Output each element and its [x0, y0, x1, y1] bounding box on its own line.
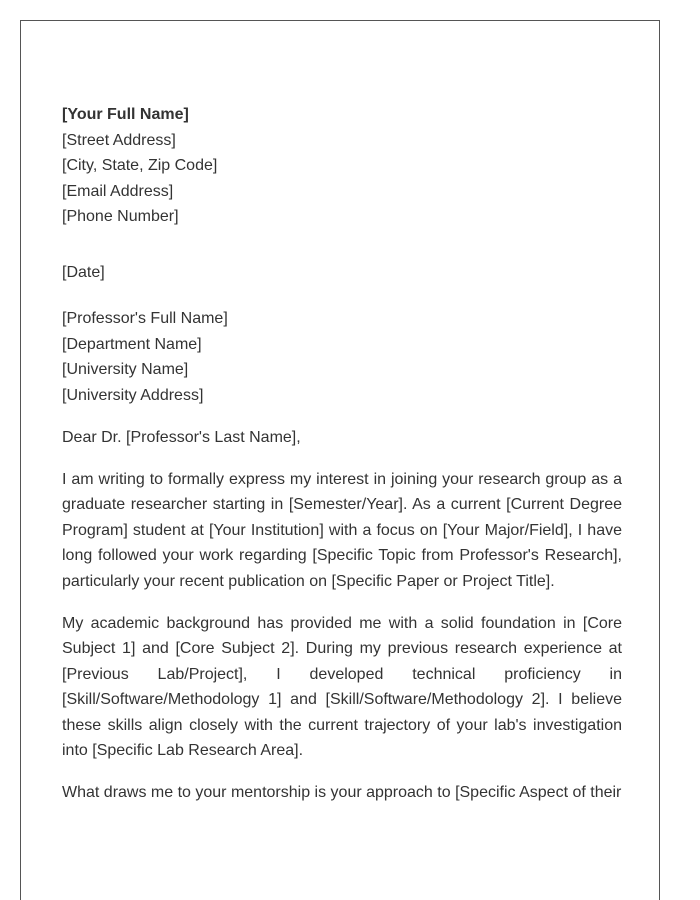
sender-email: [Email Address]	[62, 182, 174, 200]
sender-block	[62, 102, 622, 230]
paragraph-background: My academic background has provided me with a solid foundation in [Core Subject 1] and [Core Subject 2]. During my previous research experience at [Previous Lab/Project], I developed technical proficiency in [Skill/Software/Methodology 1] and [Skill/Software/Methodology 2]. I believe these skills align closely with the current trajectory of your lab's investigation into [Specific Lab Research Area].	[62, 614, 622, 759]
recipient-address: [University Address]	[62, 386, 204, 404]
date-block	[62, 260, 622, 286]
recipient-department: [Department Name]	[62, 335, 202, 353]
document-page	[20, 20, 660, 900]
recipient-name: [Professor's Full Name]	[62, 310, 228, 327]
recipient-university: [University Name]	[62, 361, 189, 378]
salutation: Dear Dr. [Professor's Last Name],	[62, 428, 301, 446]
letter-date: [Date]	[62, 264, 105, 281]
sender-name: [Your Full Name]	[62, 106, 189, 123]
paragraph-intro: I am writing to formally express my interest in joining your research group as a graduate researcher starting in [Semester/Year]. As a current [Current Degree Program] student at [Your Institution] with a focus on [Your Major/Field], I have long followed your work regarding [Specific Topic from Professor's Research], particularly your recent publication on [Specific Paper or Project Title].	[62, 470, 622, 590]
sender-street: [Street Address]	[62, 131, 176, 149]
sender-city-state-zip: [City, State, Zip Code]	[62, 157, 218, 174]
recipient-block	[62, 306, 622, 408]
letter-body	[62, 102, 622, 806]
sender-phone: [Phone Number]	[62, 208, 179, 225]
paragraph-mentorship: What draws me to your mentorship is your approach to [Specific Aspect of their	[62, 784, 622, 801]
